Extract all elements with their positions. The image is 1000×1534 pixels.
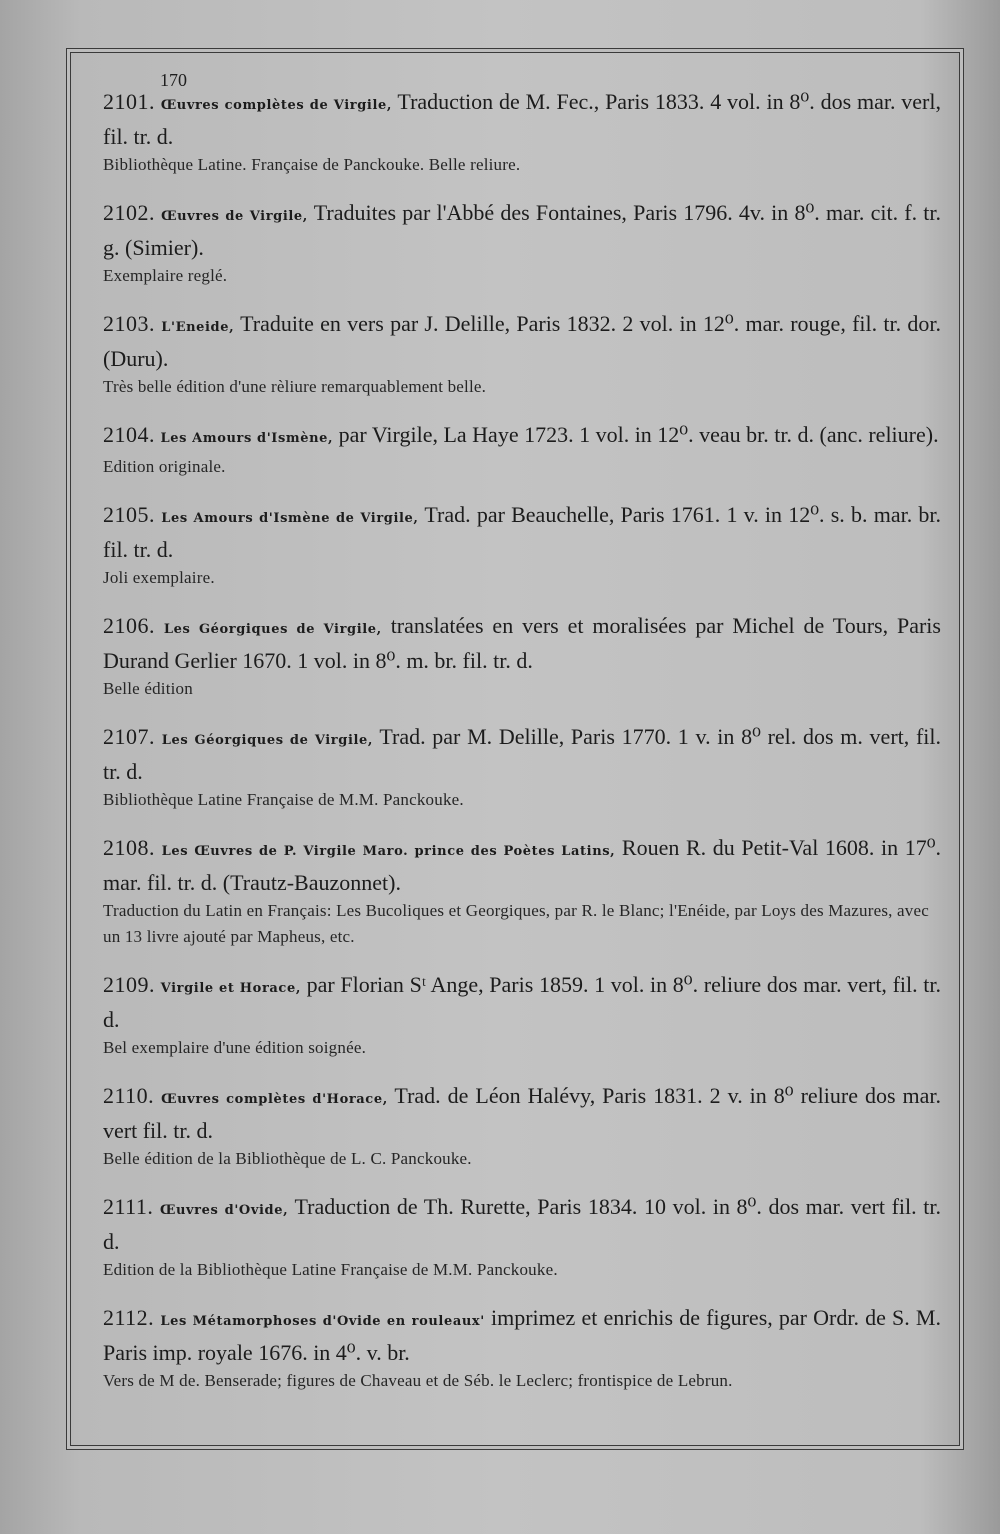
entry-note: Joli exemplaire. [103, 568, 215, 587]
entry-title: Les Amours d'Ismène de Virgile, [161, 511, 419, 526]
entry-description: Traduction de M. Fec., Paris 1833. 4 vol. in 8⁰. dos mar. verl, fil. tr. d. [103, 89, 941, 149]
entry-title: Œuvres de Virgile, [161, 209, 308, 224]
entry-number: 2110. [103, 1083, 155, 1108]
entry-note: Bel exemplaire d'une édition soignée. [103, 1038, 367, 1057]
entry-title: L'Eneide, [161, 320, 235, 335]
catalog-entry-2110 [103, 1080, 941, 1172]
catalog-entry-2107 [103, 721, 941, 813]
catalog-entry-2102 [103, 197, 941, 289]
entry-description: Traduction de Th. Rurette, Paris 1834. 10 vol. in 8⁰. dos mar. vert fil. tr. d. [103, 1194, 942, 1254]
entry-title: Les Métamorphoses d'Ovide en rouleaux' [160, 1314, 485, 1329]
catalog-entry-2105 [103, 499, 941, 591]
entry-description: Rouen R. du Petit-Val 1608. in 17⁰. mar. fil. tr. d. (Trautz-Bauzonnet). [103, 835, 942, 895]
page-number: 170 [160, 70, 187, 90]
entry-number: 2102. [103, 200, 155, 225]
entry-description: imprimez et enrichis de figures, par Ordr. de S. M. Paris imp. royale 1676. in 4⁰. v. br. [103, 1305, 941, 1365]
entry-note: Très belle édition d'une rèliure remarquablement belle. [103, 377, 487, 396]
catalog-entry-2104 [103, 419, 941, 480]
entry-note: Bibliothèque Latine. Française de Panckouke. Belle reliure. [103, 155, 521, 174]
entry-number: 2101. [103, 89, 155, 114]
entry-title: Les Amours d'Ismène, [160, 431, 334, 446]
entry-number: 2111. [103, 1194, 154, 1219]
entry-note: Traduction du Latin en Français: Les Bucoliques et Georgiques, par R. le Blanc; l'Enéide, par Loys des Mazures, avec un 13 livre ajouté par Mapheus, etc. [103, 901, 929, 946]
entry-number: 2106. [103, 613, 155, 638]
catalog-entries [103, 86, 941, 1413]
entry-note: Edition originale. [103, 457, 226, 476]
entry-note: Edition de la Bibliothèque Latine Française de M.M. Panckouke. [103, 1260, 558, 1279]
catalog-entry-2109 [103, 969, 941, 1061]
entry-description: par Florian Sᵗ Ange, Paris 1859. 1 vol. in 8⁰. reliure dos mar. vert, fil. tr. d. [103, 972, 942, 1032]
entry-title: Œuvres complètes de Virgile, [160, 98, 392, 113]
entry-description: translatées en vers et moralisées par Michel de Tours, Paris Durand Gerlier 1670. 1 vol. in 8⁰. m. br. fil. tr. d. [103, 613, 941, 673]
entry-number: 2109. [103, 972, 155, 997]
entry-number: 2104. [103, 422, 155, 447]
catalog-entry-2108 [103, 832, 941, 950]
catalog-entry-2106 [103, 610, 941, 702]
entry-title: Les Œuvres de P. Virgile Maro. prince des Poètes Latins, [161, 844, 616, 859]
entry-number: 2103. [103, 311, 155, 336]
entry-note: Belle édition de la Bibliothèque de L. C. Panckouke. [103, 1149, 472, 1168]
entry-number: 2108. [103, 835, 155, 860]
catalog-entry-2101 [103, 86, 941, 178]
entry-title: Œuvres complètes d'Horace, [161, 1092, 388, 1107]
entry-number: 2112. [103, 1305, 155, 1330]
entry-note: Vers de M de. Benserade; figures de Chaveau et de Séb. le Leclerc; frontispice de Lebrun. [103, 1371, 733, 1390]
entry-note: Belle édition [103, 679, 193, 698]
entry-number: 2105. [103, 502, 155, 527]
entry-description: Trad. de Léon Halévy, Paris 1831. 2 v. in 8⁰ reliure dos mar. vert fil. tr. d. [103, 1083, 941, 1143]
entry-number: 2107. [103, 724, 155, 749]
entry-title: Virgile et Horace, [160, 981, 301, 996]
entry-description: par Virgile, La Haye 1723. 1 vol. in 12⁰. veau br. tr. d. (anc. reliure). [338, 422, 939, 447]
catalog-entry-2103 [103, 308, 941, 400]
entry-description: Traduites par l'Abbé des Fontaines, Paris 1796. 4v. in 8⁰. mar. cit. f. tr. g. (Simier). [103, 200, 941, 260]
entry-title: Les Géorgiques de Virgile, [161, 733, 374, 748]
entry-description: Trad. par Beauchelle, Paris 1761. 1 v. in 12⁰. s. b. mar. br. fil. tr. d. [103, 502, 942, 562]
entry-title: Les Géorgiques de Virgile, [163, 622, 382, 637]
catalog-entry-2111 [103, 1191, 941, 1283]
entry-description: Trad. par M. Delille, Paris 1770. 1 v. in 8⁰ rel. dos m. vert, fil. tr. d. [103, 724, 942, 784]
entry-description: Traduite en vers par J. Delille, Paris 1832. 2 vol. in 12⁰. mar. rouge, fil. tr. dor. (Duru). [103, 311, 941, 371]
catalog-entry-2112 [103, 1302, 941, 1394]
entry-note: Bibliothèque Latine Française de M.M. Panckouke. [103, 790, 464, 809]
entry-note: Exemplaire reglé. [103, 266, 228, 285]
entry-title: Œuvres d'Ovide, [160, 1203, 289, 1218]
